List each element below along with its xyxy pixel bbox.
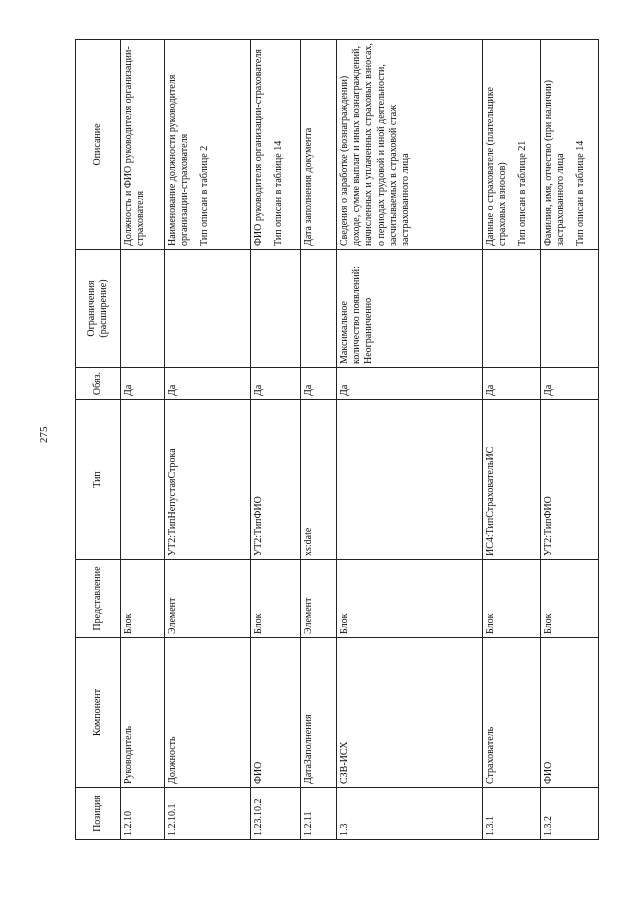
cell-limits	[483, 250, 541, 368]
description-gap	[509, 43, 517, 246]
cell-type: УТ2:ТипФИО	[541, 400, 599, 560]
cell-required: Да	[165, 368, 251, 400]
table-row	[165, 40, 251, 840]
cell-position: 1.3.1	[483, 788, 541, 840]
cell-component: Должность	[165, 638, 251, 788]
cell-limits	[541, 250, 599, 368]
cell-representation: Блок	[121, 560, 165, 638]
cell-description	[541, 40, 599, 250]
description-gap	[567, 43, 575, 246]
cell-limits	[301, 250, 337, 368]
table-row	[541, 40, 599, 840]
description-line: Тип описан в таблице 2	[199, 145, 211, 246]
description-line: Данные о страхователе (плательщике страховых взносов)	[485, 87, 509, 246]
cell-description	[165, 40, 251, 250]
description-gap	[265, 43, 273, 246]
cell-type: УТ2:ТипФИО	[251, 400, 301, 560]
description-line: Тип описан в таблице 14	[273, 140, 285, 246]
page-number: 275	[38, 426, 50, 443]
spec-table	[75, 39, 599, 840]
cell-representation: Элемент	[301, 560, 337, 638]
cell-component: ФИО	[541, 638, 599, 788]
cell-description	[301, 40, 337, 250]
cell-limits	[251, 250, 301, 368]
description-line: Наименование должности руководителя организации-страхователя	[167, 74, 191, 246]
cell-representation: Блок	[337, 560, 483, 638]
cell-required: Да	[251, 368, 301, 400]
cell-required: Да	[541, 368, 599, 400]
table-row	[483, 40, 541, 840]
table-row	[121, 40, 165, 840]
description-line: Сведения о заработке (вознаграждении) доходе, сумме выплат и иных вознаграждений, начисленных и уплаченных страховых взносах, о периодах трудовой и иной деятельности, засчитываемых в страховой стаж застрахованного лица	[339, 43, 411, 246]
cell-description	[337, 40, 483, 250]
table-row	[337, 40, 483, 840]
cell-description	[121, 40, 165, 250]
cell-position: 1.2.10	[121, 788, 165, 840]
description-line: Фамилия, имя, отчество (при наличии) застрахованного лица	[543, 80, 567, 246]
description-line: Должность и ФИО руководителя организации-страхователя	[123, 46, 147, 246]
col-header-required: Обяз.	[76, 368, 121, 400]
description-gap	[191, 43, 199, 246]
cell-type	[337, 400, 483, 560]
table-header-row	[76, 40, 121, 840]
cell-description	[251, 40, 301, 250]
description-line: Тип описан в таблице 14	[575, 140, 587, 246]
cell-type: УТ2:ТипНепустаяСтрока	[165, 400, 251, 560]
col-header-description: Описание	[76, 40, 121, 250]
col-header-type: Тип	[76, 400, 121, 560]
cell-required: Да	[337, 368, 483, 400]
description-line: Дата заполнения документа	[303, 127, 314, 246]
cell-type: xs:date	[301, 400, 337, 560]
cell-position: 1.2.11	[301, 788, 337, 840]
cell-required: Да	[301, 368, 337, 400]
table-row	[301, 40, 337, 840]
cell-representation: Блок	[483, 560, 541, 638]
cell-type: ИС4:ТипСтраховательИС	[483, 400, 541, 560]
cell-required: Да	[121, 368, 165, 400]
cell-representation: Блок	[541, 560, 599, 638]
cell-position: 1.23.10.2	[251, 788, 301, 840]
table-row	[251, 40, 301, 840]
cell-component: ФИО	[251, 638, 301, 788]
col-header-position: Позиция	[76, 788, 121, 840]
cell-limits	[165, 250, 251, 368]
cell-required: Да	[483, 368, 541, 400]
cell-limits: Максимальное количество появлений: Неограниченно	[337, 250, 483, 368]
cell-representation: Элемент	[165, 560, 251, 638]
cell-position: 1.3.2	[541, 788, 599, 840]
cell-description	[483, 40, 541, 250]
col-header-representation: Представление	[76, 560, 121, 638]
cell-representation: Блок	[251, 560, 301, 638]
description-line: ФИО руководителя организации-страхователя	[253, 49, 264, 246]
cell-component: ДатаЗаполнения	[301, 638, 337, 788]
rotated-page	[75, 40, 587, 840]
cell-component: Страхователь	[483, 638, 541, 788]
cell-component: Руководитель	[121, 638, 165, 788]
cell-type	[121, 400, 165, 560]
cell-position: 1.3	[337, 788, 483, 840]
col-header-limits: Ограничения (расширение)	[76, 250, 121, 368]
description-line: Тип описан в таблице 21	[517, 140, 529, 246]
cell-limits	[121, 250, 165, 368]
col-header-component: Компонент	[76, 638, 121, 788]
cell-position: 1.2.10.1	[165, 788, 251, 840]
cell-component: СЗВ-ИСХ	[337, 638, 483, 788]
